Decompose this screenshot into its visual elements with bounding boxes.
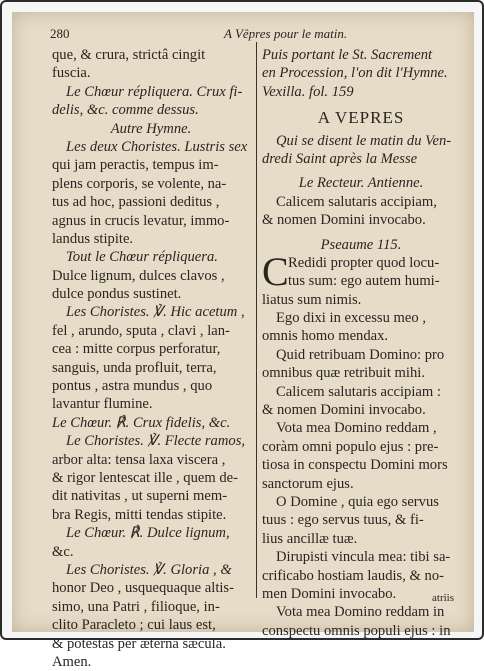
text-line: Redidi propter quod locu- [288,254,440,271]
text-line: clito Paracleto ; cui laus est, [52,617,216,634]
psalm-opening [262,248,460,294]
subtitle-line: Qui se disent le matin du Ven- [276,132,452,149]
catchword: atriis [432,592,454,604]
text-line: dulce pondus sustinet. [52,286,182,303]
subtitle-line: dredi Saint après la Messe [262,150,418,167]
page-header [50,26,464,42]
antiphon-heading: Le Recteur. Antienne. [298,175,424,192]
text-line: Le Chœur. ℟. Dulce lignum, [66,525,230,542]
text-line: cea : mitte corpus perforatur, [52,341,221,358]
text-line: que, & crura, strictâ cingit [52,47,206,63]
text-line: fel , arundo, sputa , clavi , lan- [52,322,230,339]
psalm-heading: Pseaume 115. [320,236,402,253]
text-line: liatus sum nimis. [262,291,362,308]
text-line: Puis portant le St. Sacrement [262,47,433,63]
text-line: qui jam peractis, tempus im- [52,157,219,174]
text-line: coràm omni populo ejus : pre- [262,438,439,455]
left-column [52,46,250,671]
text-line: simo, una Patri , filioque, in- [52,598,220,615]
text-line: Les deux Choristes. Lustris sex [66,138,248,155]
text-line: Ego dixi in excessu meo , [276,310,426,327]
text-line: agnus in crucis levatur, immo- [52,212,230,229]
text-line: dit nativitas , ut superni mem- [52,488,228,505]
text-line: & nomen Domini invocabo. [262,212,426,229]
column-divider [256,42,257,598]
text-line: tiosa in conspectu Domini mors [262,457,448,474]
text-line: omnibus quæ retribuit mihi. [262,365,425,382]
text-line: tus ad hoc, passioni deditus , [52,194,220,211]
text-line: O Domine , quia ego servus [276,494,439,510]
text-line: bra Regis, mitti tendas stipite. [52,506,227,523]
text-line: Vota mea Domino reddam in [276,604,445,621]
page-number: 280 [50,26,70,41]
text-line: plens corporis, se volente, na- [52,175,227,192]
text-line: Vota mea Domino reddam , [276,420,437,437]
text-line: fuscia. [52,65,91,82]
text-line: Quid retribuam Domino: pro [276,346,445,363]
text-line: pontus , astra mundus , quo [52,378,213,395]
text-line: crificabo hostiam laudis, & no- [262,567,444,584]
text-line: delis, &c. comme dessus. [52,102,199,119]
text-line: Dulce lignum, dulces clavos , [52,267,225,284]
text-line: Dirupisti vincula mea: tibi sa- [276,549,451,566]
text-line: landus stipite. [52,230,134,247]
text-line: Tout le Chœur répliquera. [66,249,218,266]
section-title: A VEPRES [317,108,405,128]
text-line: Calicem salutaris accipiam : [276,383,441,400]
text-line: Les Choristes. ℣. Gloria , & [66,561,232,578]
text-line: sanguis, unda profluit, terra, [52,359,217,376]
text-line: & rigor lentescat ille , quem de- [52,469,239,486]
text-line: Les Choristes. ℣. Hic acetum , [66,304,245,321]
text-line: Vexilla. fol. 159 [262,83,354,100]
text-line: lavantur flumine. [52,396,153,413]
text-line: Le Chœur. ℟. Crux fidelis, &c. [52,414,231,431]
book-page [12,12,474,670]
text-line: & potestas per æterna sæcula. [52,635,226,652]
drop-cap: C [262,248,289,294]
text-line: Calicem salutaris accipiam, [276,193,437,210]
text-line: Le Chœur répliquera. Crux fi- [66,83,243,100]
text-line: tus sum: ego autem humi- [288,273,440,290]
text-line: sanctorum ejus. [262,475,354,492]
text-line: honor Deo , usquequaque altis- [52,580,234,597]
text-line: tuus : ego servus tuus, & fi- [262,512,424,529]
text-line: arbor alta: tensa laxa viscera , [52,451,226,468]
text-line: en Procession, l'on dit l'Hymne. [262,65,448,82]
right-column [262,46,460,640]
text-line: men Domini invocabo. [262,585,397,602]
text-line: & nomen Domini invocabo. [262,402,426,419]
text-line: Le Choristes. ℣. Flecte ramos, [66,433,246,450]
text-line: omnis homo mendax. [262,328,389,345]
text-line: lius ancillæ tuæ. [262,530,358,547]
text-line: &c. [52,543,74,560]
text-line: Amen. [52,653,92,670]
section-heading: Autre Hymne. [110,120,192,137]
text-line: conspectu omnis populi ejus : in [262,622,451,639]
running-head: A Vêpres pour le matin. [224,26,348,41]
